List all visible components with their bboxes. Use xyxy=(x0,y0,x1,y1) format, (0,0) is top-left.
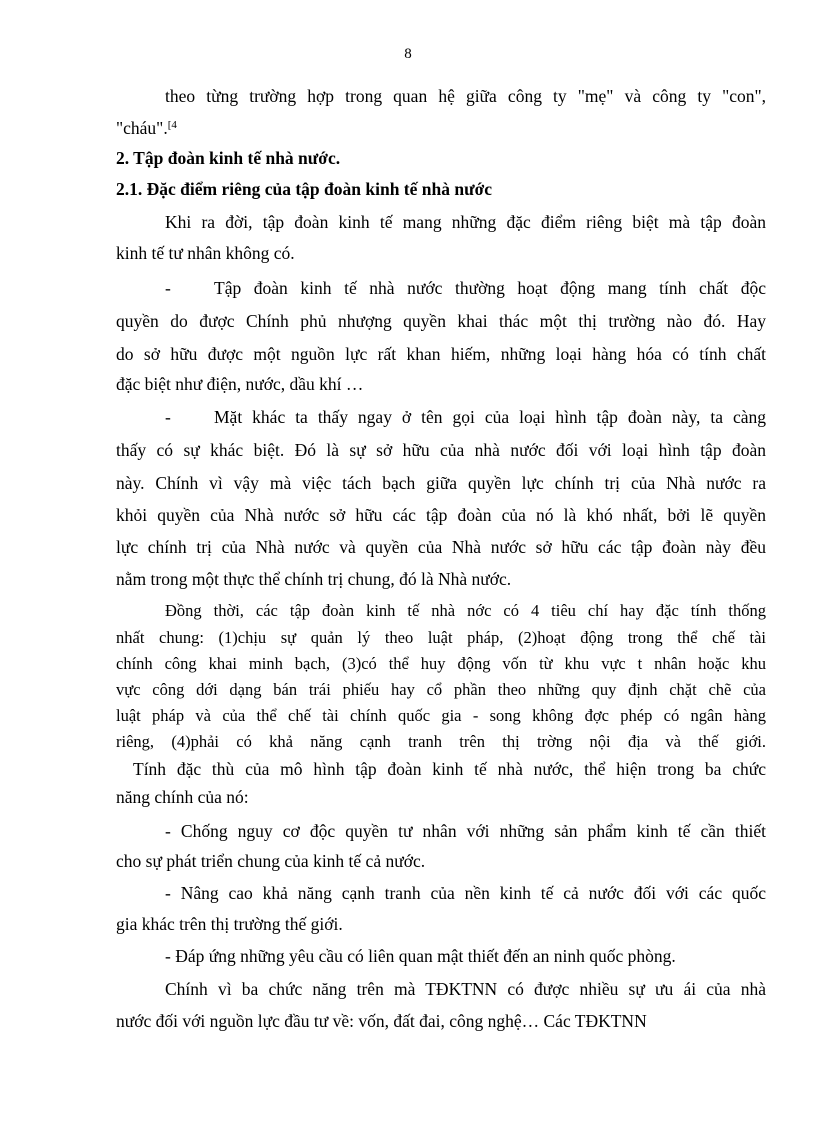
paragraph-line: nhất chung: (1)chịu sự quản lý theo luật pháp, (2)hoạt động trong thể chế tài xyxy=(116,628,766,647)
paragraph-line: nước đối với nguồn lực đầu tư về: vốn, đất đai, công nghệ… Các TĐKTNN xyxy=(116,1011,647,1031)
paragraph-line: Chính vì ba chức năng trên mà TĐKTNN có được nhiều sự ưu ái của nhà xyxy=(165,979,766,999)
paragraph-line xyxy=(116,114,177,139)
paragraph-line: theo từng trường hợp trong quan hệ giữa công ty "mẹ" và công ty "con", xyxy=(165,86,766,106)
bullet-line: này. Chính vì vậy mà việc tách bạch giữa quyền lực chính trị của Nhà nước ra xyxy=(116,473,766,493)
bullet-line: thấy có sự khác biệt. Đó là sự sở hữu của nhà nước đối với loại hình tập đoàn xyxy=(116,440,766,460)
paragraph-line: riêng, (4)phải có khả năng cạnh tranh trên thị trờng nội địa và thế giới. xyxy=(116,732,766,751)
bullet-line: quyền do được Chính phủ nhượng quyền khai thác một thị trường nào đó. Hay xyxy=(116,311,766,331)
page-number: 8 xyxy=(404,46,412,62)
paragraph-line: chính công khai minh bạch, (3)có thể huy động vốn từ khu vực t nhân hoặc khu xyxy=(116,654,766,673)
bullet-line: lực chính trị của Nhà nước và quyền của Nhà nước sở hữu các tập đoàn này đều xyxy=(116,537,766,557)
bullet-line: nằm trong một thực thể chính trị chung, đó là Nhà nước. xyxy=(116,569,512,589)
list-item-line: - Chống nguy cơ độc quyền tư nhân với những sản phẩm kinh tế cần thiết xyxy=(165,821,766,841)
paragraph-line: Khi ra đời, tập đoàn kinh tế mang những đặc điểm riêng biệt mà tập đoàn xyxy=(165,212,766,232)
bullet-line: do sở hữu được một nguồn lực rất khan hiếm, những loại hàng hóa có tính chất xyxy=(116,344,766,364)
paragraph-line: kinh tế tư nhân không có. xyxy=(116,243,295,263)
list-item-line: cho sự phát triển chung của kinh tế cả nước. xyxy=(116,851,426,871)
bullet-line: khỏi quyền của Nhà nước sở hữu các tập đoàn của nó là khó nhất, bởi lẽ quyền xyxy=(116,505,766,525)
list-item-line: gia khác trên thị trường thế giới. xyxy=(116,914,343,934)
paragraph-line: năng chính của nó: xyxy=(116,787,249,807)
paragraph-line: vực công dới dạng bán trái phiếu hay cổ phần theo những quy định chặt chẽ của xyxy=(116,680,766,699)
list-item-line: - Đáp ứng những yêu cầu có liên quan mật thiết đến an ninh quốc phòng. xyxy=(165,946,676,966)
bullet-line: đặc biệt như điện, nước, dầu khí … xyxy=(116,374,364,394)
subsection-heading: 2.1. Đặc điểm riêng của tập đoàn kinh tế nhà nước xyxy=(116,179,493,199)
bullet-dash: - xyxy=(165,278,171,298)
paragraph-line: luật pháp và của thể chế tài chính quốc gia - song không đợc phép có ngân hàng xyxy=(116,706,766,725)
list-item-line: - Nâng cao khả năng cạnh tranh của nền kinh tế cả nước đối với các quốc xyxy=(165,883,766,903)
citation-reference: [4 xyxy=(167,119,177,131)
bullet-line: Tập đoàn kinh tế nhà nước thường hoạt động mang tính chất độc xyxy=(214,278,766,298)
paragraph-line: Đồng thời, các tập đoàn kinh tế nhà nớc có 4 tiêu chí hay đặc tính thống xyxy=(165,601,766,620)
paragraph-line: Tính đặc thù của mô hình tập đoàn kinh tế nhà nước, thể hiện trong ba chức xyxy=(133,759,766,779)
paragraph-text: "cháu". xyxy=(116,118,168,138)
section-heading: 2. Tập đoàn kinh tế nhà nước. xyxy=(116,148,341,168)
bullet-line: Mặt khác ta thấy ngay ở tên gọi của loại hình tập đoàn này, ta càng xyxy=(214,407,766,427)
bullet-dash: - xyxy=(165,407,171,427)
